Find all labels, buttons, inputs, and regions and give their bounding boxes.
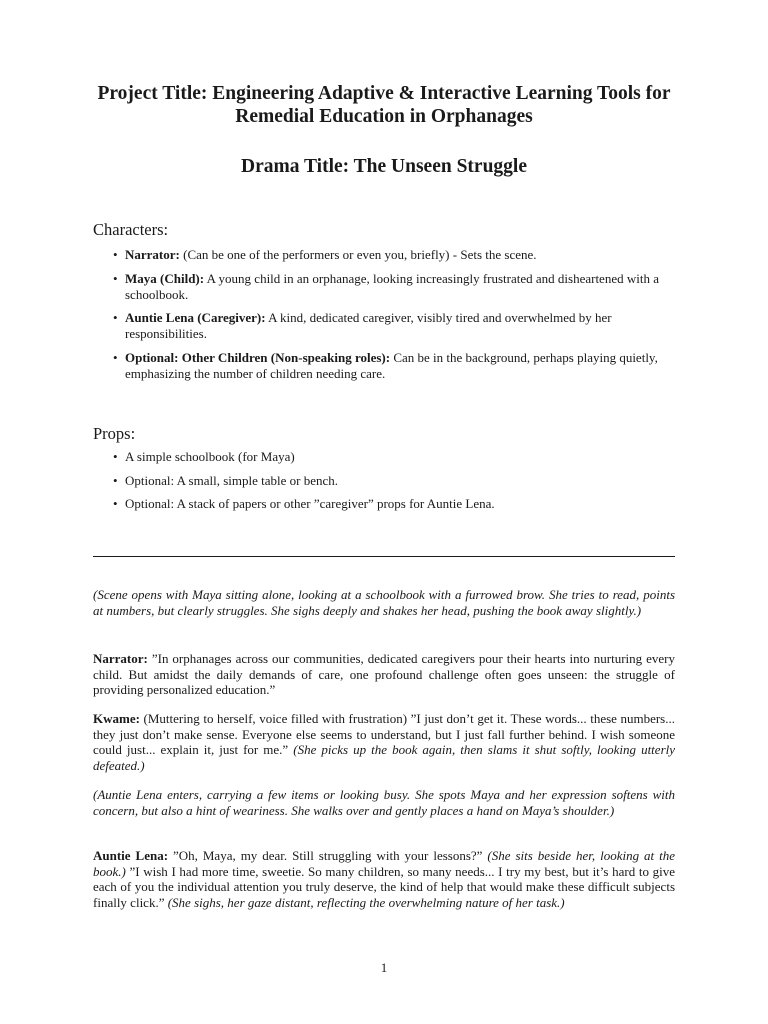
prop-item: • A simple schoolbook (for Maya) [93, 449, 675, 465]
character-item-other-children [93, 350, 675, 382]
character-name: Maya (Child): [125, 270, 205, 286]
speaker-label: Narrator: [93, 651, 148, 666]
speech-text: ”Oh, Maya, my dear. Still struggling with your lessons?” [168, 848, 488, 863]
characters-heading: Characters: [93, 220, 169, 239]
props-list [93, 449, 675, 520]
drama-title: Drama Title: The Unseen Struggle [241, 156, 527, 177]
narrator-speech [93, 651, 675, 698]
character-desc: (Can be one of the performers or even you, briefly) - Sets the scene. [179, 247, 537, 262]
stage-direction-opening: (Scene opens with Maya sitting alone, looking at a schoolbook with a furrowed brow. She tries to read, points at numbers, but clearly struggles. She sighs deeply and shakes her head, pushing the book away slightly.) [93, 587, 675, 618]
prop-item: • Optional: A small, simple table or bench. [93, 473, 675, 489]
character-item-auntie-lena [93, 310, 675, 342]
character-desc: A kind, dedicated caregiver, visibly tired and overwhelmed by her responsibilities. [125, 310, 612, 341]
character-name: Optional: Other Children (Non-speaking roles): [125, 349, 391, 365]
speech-text: ”I wish I had more time, sweetie. So many children, so many needs... I try my best, but it’s hard to give each of you the individual attention you truly deserve, the kind of help that would make these difficult subjects finally click.” [93, 863, 675, 910]
character-name: Auntie Lena (Caregiver): [125, 310, 266, 325]
character-desc: Can be in the background, perhaps playing quietly, emphasizing the number of children needing care. [125, 349, 658, 381]
characters-list [93, 247, 675, 389]
speaker-label: Auntie Lena: [93, 848, 169, 863]
speech-text: ”In orphanages across our communities, dedicated caregivers pour their hearts into nurturing every child. But amidst the daily demands of care, one profound challenge often goes unseen: the struggle of providing personalized education.” [93, 651, 675, 697]
props-heading: Props: [93, 424, 136, 443]
speech-text: (Muttering to herself, voice filled with frustration) ”I just don’t get it. These words... these numbers... they just don’t make sense. Everyone else seems to understand, but I just fall further behind. I wish someone could just... explain it, just for me.” [93, 711, 675, 757]
kwame-speech [93, 711, 675, 773]
character-item-maya [93, 271, 675, 303]
character-name: Narrator: [125, 247, 180, 262]
character-desc: A young child in an orphanage, looking increasingly frustrated and disheartened with a schoolbook. [125, 270, 659, 302]
prop-item: • Optional: A stack of papers or other ”caregiver” props for Auntie Lena. [93, 496, 675, 512]
stage-direction-lena-enters: (Auntie Lena enters, carrying a few items or looking busy. She spots Maya and her expression softens with concern, but also a hint of weariness. She walks over and gently places a hand on Maya’s shoulder.) [93, 787, 675, 818]
project-title: Project Title: Engineering Adaptive & Interactive Learning Tools for Remedial Education in Orphanages [97, 83, 671, 127]
page-number: 1 [380, 960, 388, 975]
speaker-label: Kwame: [93, 711, 140, 726]
stage-direction: (She sits beside her, looking at the book.) [93, 848, 676, 879]
character-item-narrator [93, 247, 675, 263]
stage-direction: (She sighs, her gaze distant, reflecting the overwhelming nature of her task.) [167, 894, 565, 910]
stage-direction: (She picks up the book again, then slams it shut softly, looking utterly defeated.) [93, 742, 676, 773]
auntie-lena-speech [93, 848, 675, 910]
section-divider [93, 556, 675, 557]
